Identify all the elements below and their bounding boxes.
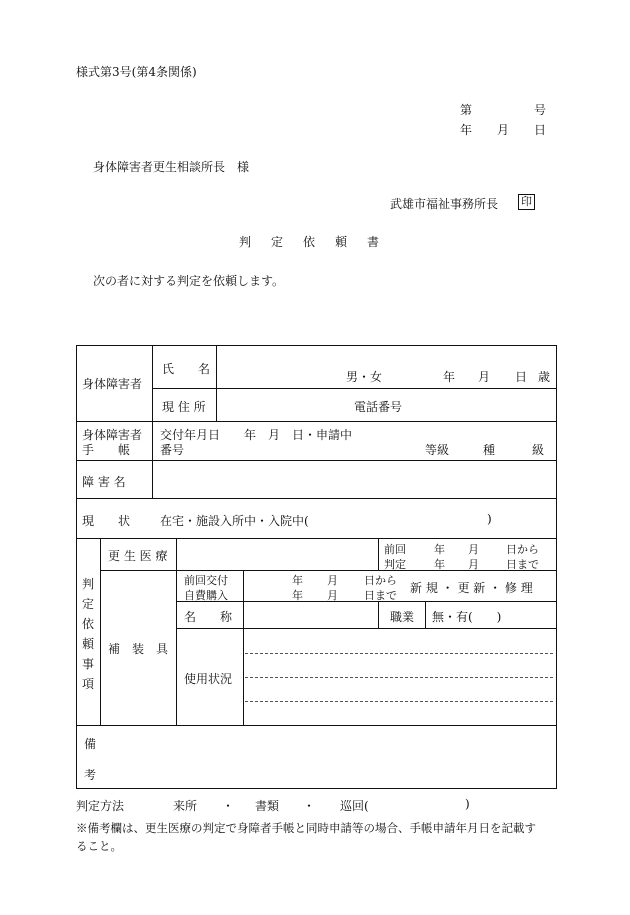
address-label: 現 住 所 — [162, 400, 206, 414]
device-from-day: 日から — [364, 574, 397, 587]
prev-issue-label: 前回交付 — [184, 574, 228, 587]
judgment-char-3: 依 — [82, 617, 95, 631]
doc-number-suffix: 号 — [534, 103, 547, 117]
sender-name: 武雄市福祉事務所長 — [390, 197, 499, 211]
medical-from-month: 月 — [468, 543, 479, 556]
method-visit: 来所 — [173, 799, 198, 813]
usage-label: 使用状況 — [184, 672, 233, 686]
medical-from-year: 年 — [434, 543, 445, 556]
date-month: 月 — [497, 123, 510, 137]
document-title: 判 定 依 頼 書 — [239, 235, 384, 249]
occupation-label: 職業 — [390, 610, 415, 624]
device-label: 補 装 具 — [108, 642, 169, 656]
judgment-char-2: 定 — [82, 597, 95, 611]
judgment-char-5: 事 — [82, 657, 95, 671]
remarks-label-2: 考 — [84, 768, 97, 782]
issue-date-label: 交付年月日 年 月 日・申請中 — [160, 428, 353, 442]
device-from-month: 月 — [327, 574, 338, 587]
grade-label: 等級 — [425, 443, 450, 457]
judgment-char-1: 判 — [82, 577, 95, 591]
device-until-month: 月 — [327, 589, 338, 602]
handbook-label-2: 手 帳 — [82, 443, 131, 457]
note-line-2: ること。 — [76, 839, 122, 853]
type-suffix: 級 — [532, 443, 545, 457]
method-docs: 書類 — [255, 799, 280, 813]
prev-label: 前回 — [384, 543, 406, 556]
occupation-options: 無・有( ) — [432, 610, 502, 624]
medical-until-month: 月 — [468, 558, 479, 571]
method-dot-2: ・ — [303, 799, 316, 813]
method-dot-1: ・ — [222, 799, 235, 813]
status-label: 現 状 — [82, 514, 131, 528]
seal-mark: 印 — [518, 194, 535, 210]
new-options: 新 規 ・ 更 新 ・ 修 理 — [410, 581, 533, 595]
judgment-label: 判定 — [384, 558, 406, 571]
status-close: ) — [487, 512, 492, 526]
birth-month: 月 — [478, 370, 491, 384]
age-unit: 歳 — [538, 370, 551, 384]
medical-until-day: 日まで — [506, 558, 539, 571]
device-name-label: 名 称 — [184, 610, 233, 624]
disability-name-label: 障 害 名 — [82, 475, 126, 489]
device-until-day: 日まで — [364, 589, 397, 602]
type-label: 種 — [483, 443, 496, 457]
addressee: 身体障害者更生相談所長 様 — [93, 160, 250, 174]
doc-number-prefix: 第 — [460, 103, 473, 117]
method-tour: 巡回( — [340, 799, 369, 813]
judgment-char-4: 頼 — [82, 637, 95, 651]
intro-text: 次の者に対する判定を依頼します。 — [93, 274, 285, 288]
self-purchase-label: 自費購入 — [184, 589, 228, 602]
note-line-1: ※備考欄は、更生医療の判定で身障者手帳と同時申請等の場合、手帳申請年月日を記載す — [76, 821, 536, 835]
birth-day: 日 — [515, 370, 528, 384]
phone-label: 電話番号 — [354, 400, 403, 414]
remarks-label-1: 備 — [84, 737, 97, 751]
medical-label: 更 生 医 療 — [108, 549, 168, 563]
name-label: 氏 名 — [162, 362, 211, 376]
device-until-year: 年 — [292, 589, 303, 602]
person-label: 身体障害者 — [82, 377, 143, 391]
device-from-year: 年 — [292, 574, 303, 587]
birth-year: 年 — [443, 370, 456, 384]
date-year: 年 — [460, 123, 473, 137]
method-label: 判定方法 — [76, 799, 125, 813]
number-label: 番号 — [160, 443, 185, 457]
judgment-char-6: 項 — [82, 677, 95, 691]
medical-from-day: 日から — [506, 543, 539, 556]
date-day: 日 — [534, 123, 547, 137]
status-options: 在宅・施設入所中・入院中( — [160, 514, 309, 528]
handbook-label-1: 身体障害者 — [82, 428, 143, 442]
medical-until-year: 年 — [434, 558, 445, 571]
method-close: ) — [465, 797, 470, 811]
sex-options: 男・女 — [346, 370, 383, 384]
form-number: 様式第3号(第4条関係) — [76, 65, 197, 79]
